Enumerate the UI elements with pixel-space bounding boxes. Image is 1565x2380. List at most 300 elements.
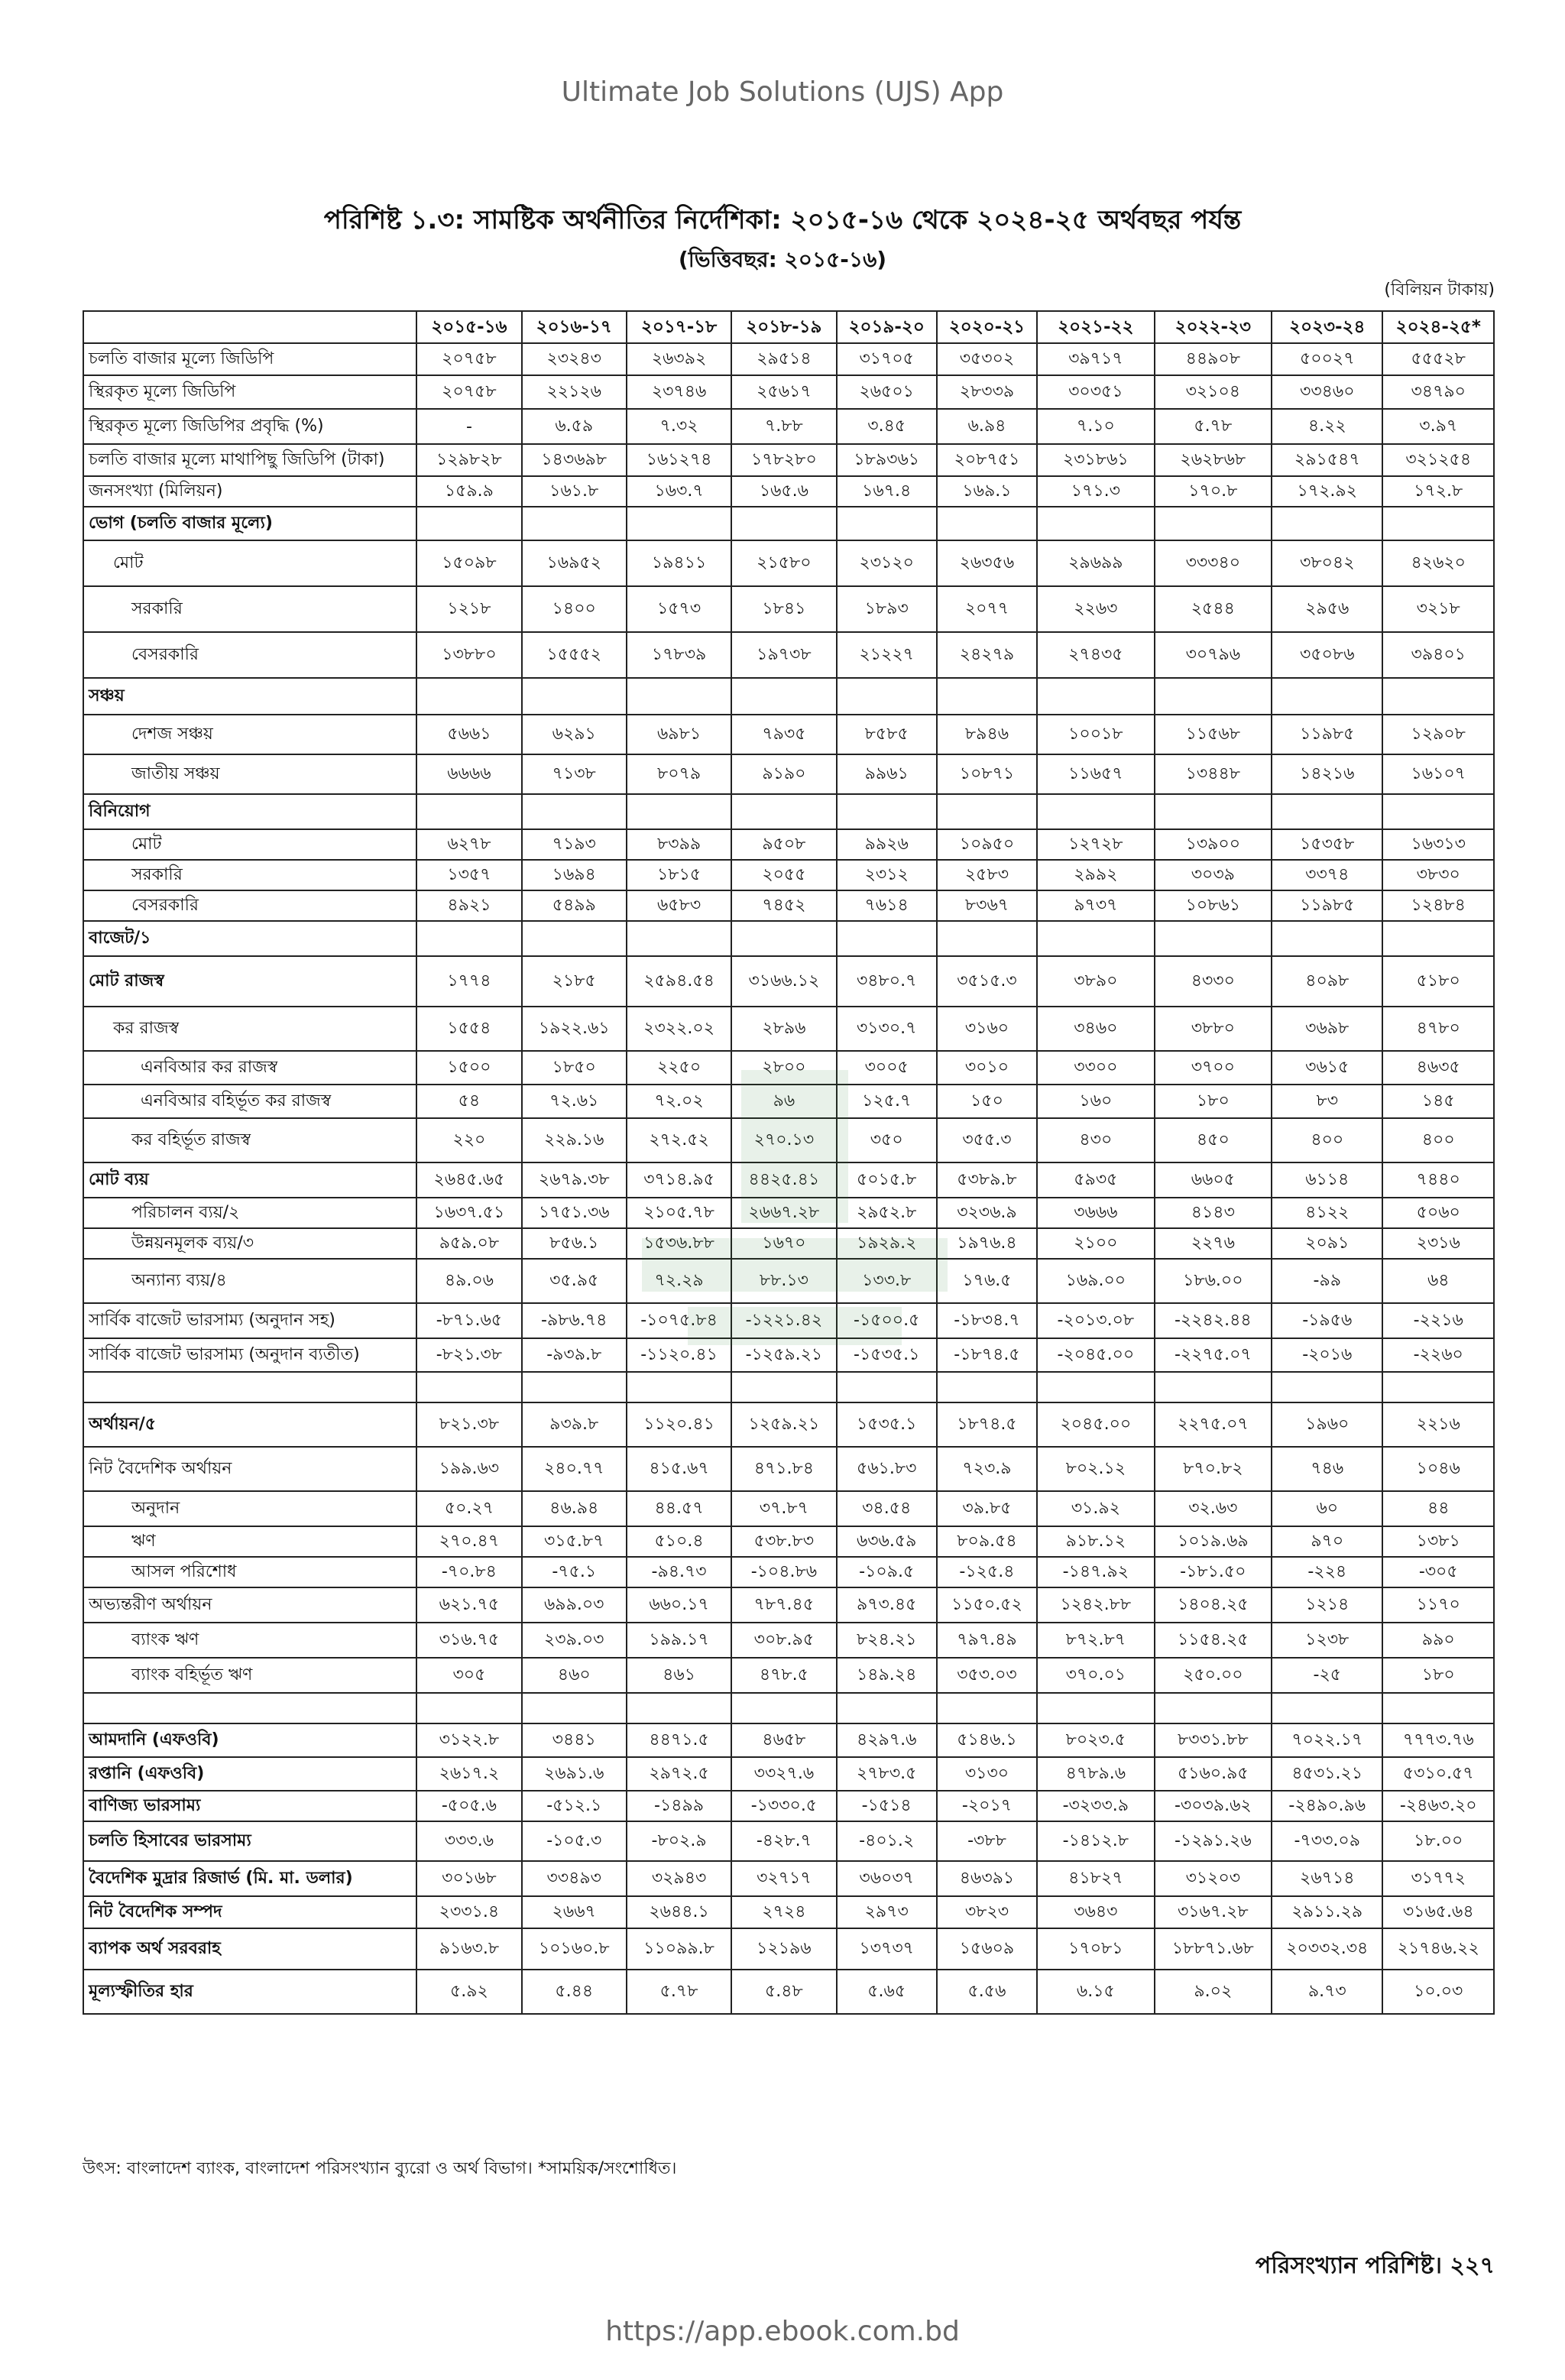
table-cell: ২১০০ <box>1037 1228 1154 1259</box>
table-row <box>83 540 1494 586</box>
table-cell <box>837 1372 937 1402</box>
table-cell: -১৪৭.৯২ <box>1037 1557 1154 1587</box>
table-cell: ১২১৪ <box>1272 1587 1382 1623</box>
table-cell: ৪২৯৭.৬ <box>837 1723 937 1757</box>
table-cell: ৩৩৭৪ <box>1272 860 1382 890</box>
table-cell: ২২১৬ <box>1382 1402 1494 1447</box>
table-cell: ৫১৬০.৯৫ <box>1155 1757 1272 1791</box>
table-cell: ৫.৭৮ <box>1155 409 1272 444</box>
table-row <box>83 1402 1494 1447</box>
table-cell <box>731 1372 836 1402</box>
table-cell: ২৩১৬ <box>1382 1228 1494 1259</box>
table-cell <box>937 921 1037 956</box>
table-cell: ১৯৭৩৮ <box>731 632 836 678</box>
table-cell: ৯৫৯.০৮ <box>416 1228 521 1259</box>
table-cell: -৭০.৮৪ <box>416 1557 521 1587</box>
table-cell: ৯৫০৮ <box>731 829 836 860</box>
table-cell: ৪৯.০৬ <box>416 1259 521 1303</box>
table-cell: ১৮৫০ <box>522 1051 627 1085</box>
table-cell: ৪২৬২০ <box>1382 540 1494 586</box>
row-label: জনসংখ্যা (মিলিয়ন) <box>83 476 416 507</box>
table-cell: ৪৪৭১.৫ <box>627 1723 731 1757</box>
column-header: ২০২২-২৩ <box>1155 311 1272 343</box>
row-label: মূল্যস্ফীতির হার <box>83 1970 416 2014</box>
table-cell: ৩৪৭৯০ <box>1382 375 1494 409</box>
table-cell: ৫০.২৭ <box>416 1491 521 1526</box>
table-cell: ১৩৮১ <box>1382 1526 1494 1557</box>
table-row <box>83 1228 1494 1259</box>
table-row <box>83 860 1494 890</box>
table-cell <box>1155 1693 1272 1723</box>
table-cell <box>416 678 521 715</box>
table-cell: ২৯৫২.৮ <box>837 1198 937 1228</box>
table-cell: ৩৩৪৬০ <box>1272 375 1382 409</box>
table-cell: ৭৪৬ <box>1272 1447 1382 1491</box>
table-cell: ১২৭২৮ <box>1037 829 1154 860</box>
row-label: ব্যাংক বহির্ভূত ঋণ <box>83 1658 416 1693</box>
brand-header: Ultimate Job Solutions (UJS) App <box>561 76 1004 108</box>
table-cell: ২৯৫৬ <box>1272 586 1382 632</box>
source-note: উৎস: বাংলাদেশ ব্যাংক, বাংলাদেশ পরিসংখ্যান ব্যুরো ও অর্থ বিভাগ। *সাময়িক/সংশোধিত। <box>83 2159 677 2178</box>
table-cell: ২৭০.৪৭ <box>416 1526 521 1557</box>
table-cell: ১৭১.৩ <box>1037 476 1154 507</box>
table-cell <box>837 921 937 956</box>
table-cell: -৮২১.৩৮ <box>416 1338 521 1372</box>
table-row <box>83 1970 1494 2014</box>
table-cell: ২৩১২০ <box>837 540 937 586</box>
table-cell: ১০৮৭১ <box>937 754 1037 794</box>
table-cell: ৩৬০৩৭ <box>837 1861 937 1896</box>
table-cell: ৭২৩.৯ <box>937 1447 1037 1491</box>
table-cell: ১১৫৪.২৫ <box>1155 1623 1272 1658</box>
table-cell: -১২৫.৪ <box>937 1557 1037 1587</box>
table-cell <box>1272 794 1382 829</box>
table-cell: ১৮৯৩৬১ <box>837 444 937 476</box>
table-cell: ৭২.০২ <box>627 1085 731 1118</box>
table-cell: ৪১৫.৬৭ <box>627 1447 731 1491</box>
table-cell: -৯৯ <box>1272 1259 1382 1303</box>
table-row <box>83 1623 1494 1658</box>
table-cell: ২৬৬৭.২৮ <box>731 1198 836 1228</box>
table-cell: ৩৫৩০২ <box>937 343 1037 375</box>
table-body <box>83 343 1494 2014</box>
table-cell: ১৯৯.১৭ <box>627 1623 731 1658</box>
table-cell: ১৬১২৭৪ <box>627 444 731 476</box>
table-cell: ৪৬৫৮ <box>731 1723 836 1757</box>
row-label: বাণিজ্য ভারসাম্য <box>83 1791 416 1821</box>
table-cell: ১২৪২.৮৮ <box>1037 1587 1154 1623</box>
table-cell: ১৭৫১.৩৬ <box>522 1198 627 1228</box>
table-cell: ৭০২২.১৭ <box>1272 1723 1382 1757</box>
table-cell: ৪৪ <box>1382 1491 1494 1526</box>
table-cell: ২২৫০ <box>627 1051 731 1085</box>
table-cell: ১১০৯৯.৮ <box>627 1928 731 1970</box>
table-cell: ২৬১৭.২ <box>416 1757 521 1791</box>
table-cell <box>1155 678 1272 715</box>
table-cell: ৫০১৫.৮ <box>837 1162 937 1198</box>
table-cell: ১৪০০ <box>522 586 627 632</box>
column-header: ২০২০-২১ <box>937 311 1037 343</box>
table-cell: ২৭২.৫২ <box>627 1118 731 1162</box>
table-cell: ১৬৫.৬ <box>731 476 836 507</box>
row-label <box>83 1693 416 1723</box>
table-cell: -১০৯.৫ <box>837 1557 937 1587</box>
row-label: চলতি বাজার মূল্যে জিডিপি <box>83 343 416 375</box>
table-cell <box>627 1372 731 1402</box>
table-cell: ১৭৮৩৯ <box>627 632 731 678</box>
table-cell: ৫০০২৭ <box>1272 343 1382 375</box>
table-cell <box>1155 1372 1272 1402</box>
table-cell <box>416 1372 521 1402</box>
table-cell <box>522 794 627 829</box>
table-cell <box>1382 678 1494 715</box>
table-cell: ৩০১৬৮ <box>416 1861 521 1896</box>
table-cell: ১৫৯.৯ <box>416 476 521 507</box>
row-label: ব্যাংক ঋণ <box>83 1623 416 1658</box>
table-cell: ৩.৯৭ <box>1382 409 1494 444</box>
table-cell: ৮২১.৩৮ <box>416 1402 521 1447</box>
table-cell <box>416 794 521 829</box>
table-row <box>83 1007 1494 1051</box>
table-cell: ২৫৪৪ <box>1155 586 1272 632</box>
table-cell: ২৩১২ <box>837 860 937 890</box>
table-cell: ৮৭০.৮২ <box>1155 1447 1272 1491</box>
table-cell: ৫.৪৪ <box>522 1970 627 2014</box>
table-cell: ৫৪ <box>416 1085 521 1118</box>
footer-page-label: পরিসংখ্যান পরিশিষ্ট। ২২৭ <box>1255 2252 1495 2279</box>
row-label: সার্বিক বাজেট ভারসাম্য (অনুদান সহ) <box>83 1303 416 1338</box>
table-cell: ১৫৩৫.১ <box>837 1402 937 1447</box>
table-cell: ১৬৭০ <box>731 1228 836 1259</box>
table-cell: ১৭২.৮ <box>1382 476 1494 507</box>
table-cell: ১৪৯.২৪ <box>837 1658 937 1693</box>
table-cell: ২৯৫১৪ <box>731 343 836 375</box>
table-cell: ১১৫৬৮ <box>1155 715 1272 754</box>
table-cell: -২০১৭ <box>937 1791 1037 1821</box>
table-cell: ১৮০ <box>1155 1085 1272 1118</box>
table-cell: -২৪৬৩.২০ <box>1382 1791 1494 1821</box>
table-cell: ১৬৩৭.৫১ <box>416 1198 521 1228</box>
table-cell: ১১৯৮৫ <box>1272 890 1382 921</box>
header-label-cell <box>83 311 416 343</box>
table-cell: ৩৯.৮৫ <box>937 1491 1037 1526</box>
table-cell: ২৬৯১.৬ <box>522 1757 627 1791</box>
table-cell: ৪০০ <box>1382 1118 1494 1162</box>
table-row <box>83 1085 1494 1118</box>
table-cell: ৬৯৯.০৩ <box>522 1587 627 1623</box>
table-cell: ৪৯২১ <box>416 890 521 921</box>
table-cell: ২৪২৭৯ <box>937 632 1037 678</box>
table-cell: ৩৬৯৮ <box>1272 1007 1382 1051</box>
table-cell: ১২৯৮২৮ <box>416 444 521 476</box>
table-row <box>83 1821 1494 1861</box>
table-row <box>83 1162 1494 1198</box>
table-cell: -৩০৩৯.৬২ <box>1155 1791 1272 1821</box>
table-cell: ৯৯৬১ <box>837 754 937 794</box>
table-cell: ১৫৩৬.৮৮ <box>627 1228 731 1259</box>
table-cell: -১৫১৪ <box>837 1791 937 1821</box>
table-cell: ৩৫১৫.৩ <box>937 956 1037 1007</box>
table-cell <box>731 1693 836 1723</box>
table-cell <box>416 1693 521 1723</box>
table-cell <box>627 678 731 715</box>
table-cell: ৩৪৪১ <box>522 1723 627 1757</box>
table-cell: ৩১৬৫.৬৪ <box>1382 1896 1494 1928</box>
row-label: বাজেট/১ <box>83 921 416 956</box>
table-cell: -১৫০০.৫ <box>837 1303 937 1338</box>
table-cell: ৩৪.৫৪ <box>837 1491 937 1526</box>
table-cell: -১৪৯৯ <box>627 1791 731 1821</box>
column-header: ২০১৫-১৬ <box>416 311 521 343</box>
row-label: অন্যান্য ব্যয়/৪ <box>83 1259 416 1303</box>
table-cell: -২২৭৫.০৭ <box>1155 1338 1272 1372</box>
table-cell: ১২৫৯.২১ <box>731 1402 836 1447</box>
table-cell: ১৬০ <box>1037 1085 1154 1118</box>
table-cell: ১৩৩.৮ <box>837 1259 937 1303</box>
row-label: ঋণ <box>83 1526 416 1557</box>
table-cell: ২৯৭৩ <box>837 1896 937 1928</box>
table-row <box>83 1338 1494 1372</box>
table-cell <box>731 794 836 829</box>
table-cell: ৯৯০ <box>1382 1623 1494 1658</box>
table-cell: ২০৩৩২.৩৪ <box>1272 1928 1382 1970</box>
table-cell: -১২৯১.২৬ <box>1155 1821 1272 1861</box>
table-cell: ৪৭৮.৫ <box>731 1658 836 1693</box>
table-cell <box>1272 678 1382 715</box>
row-label: অর্থায়ন/৫ <box>83 1402 416 1447</box>
table-cell: ৫৪৯৯ <box>522 890 627 921</box>
table-cell: ১৫০০ <box>416 1051 521 1085</box>
table-cell: ৮৩৩১.৮৮ <box>1155 1723 1272 1757</box>
row-label: মোট রাজস্ব <box>83 956 416 1007</box>
table-cell: ২২১২৬ <box>522 375 627 409</box>
table-cell: ১২৪৮৪ <box>1382 890 1494 921</box>
table-cell: ৫১৪৬.১ <box>937 1723 1037 1757</box>
table-cell: ৩৮২৩ <box>937 1896 1037 1928</box>
table-cell: ৫১৮০ <box>1382 956 1494 1007</box>
table-cell: ১২৫.৭ <box>837 1085 937 1118</box>
table-cell: ১৩৪৪৮ <box>1155 754 1272 794</box>
table-cell: ৬৪ <box>1382 1259 1494 1303</box>
table-cell: ৩১২০৩ <box>1155 1861 1272 1896</box>
table-cell: -৫১২.১ <box>522 1791 627 1821</box>
table-cell <box>1155 507 1272 540</box>
table-row <box>83 678 1494 715</box>
table-row <box>83 1861 1494 1896</box>
table-cell <box>1037 1693 1154 1723</box>
table-cell <box>1382 507 1494 540</box>
table-cell: ১২৩৮ <box>1272 1623 1382 1658</box>
table-cell: -২৪৯০.৯৬ <box>1272 1791 1382 1821</box>
table-cell: ৩৮৯০ <box>1037 956 1154 1007</box>
table-cell <box>1037 794 1154 829</box>
table-cell <box>937 507 1037 540</box>
table-cell: ২৭২৪ <box>731 1896 836 1928</box>
table-cell: ১৩৭৩৭ <box>837 1928 937 1970</box>
table-row <box>83 794 1494 829</box>
table-cell <box>1037 1372 1154 1402</box>
table-cell: ৫.৪৮ <box>731 1970 836 2014</box>
table-cell: ২৬৬৭ <box>522 1896 627 1928</box>
table-cell: ১০১৬০.৮ <box>522 1928 627 1970</box>
table-cell: ৬৬০.১৭ <box>627 1587 731 1623</box>
table-cell: ৩১৭৭২ <box>1382 1861 1494 1896</box>
table-cell <box>1272 1372 1382 1402</box>
table-cell: ২০৪৫.০০ <box>1037 1402 1154 1447</box>
table-cell: ২০৫৫ <box>731 860 836 890</box>
table-cell: -১৩৩০.৫ <box>731 1791 836 1821</box>
table-cell: ২৯৭২.৫ <box>627 1757 731 1791</box>
table-cell: ৫৩৮.৮৩ <box>731 1526 836 1557</box>
table-cell: ২৯৯২ <box>1037 860 1154 890</box>
table-cell: ২৩২২.০২ <box>627 1007 731 1051</box>
table-cell: ৪.২২ <box>1272 409 1382 444</box>
table-cell <box>731 921 836 956</box>
table-cell: ৪৬১ <box>627 1658 731 1693</box>
table-cell: ৬৩৬.৫৯ <box>837 1526 937 1557</box>
table-cell: -১৪১২.৮ <box>1037 1821 1154 1861</box>
table-cell: -৮৭১.৬৫ <box>416 1303 521 1338</box>
table-row <box>83 1372 1494 1402</box>
table-cell: ৪৩০ <box>1037 1118 1154 1162</box>
table-cell: ৭.১০ <box>1037 409 1154 444</box>
table-cell: -৭৩৩.০৯ <box>1272 1821 1382 1861</box>
table-header-row <box>83 311 1494 343</box>
table-row <box>83 476 1494 507</box>
row-label <box>83 1372 416 1402</box>
table-cell: ৪৬৩৫ <box>1382 1051 1494 1085</box>
table-cell <box>1037 507 1154 540</box>
table-cell: ৭.৩২ <box>627 409 731 444</box>
table-cell: ৫.৭৮ <box>627 1970 731 2014</box>
table-cell: ৩১৬৭.২৮ <box>1155 1896 1272 1928</box>
table-cell <box>1382 794 1494 829</box>
table-cell: ২৯১৫৪৭ <box>1272 444 1382 476</box>
table-cell: ১৪০৪.২৫ <box>1155 1587 1272 1623</box>
table-cell: ৩৬১৫ <box>1272 1051 1382 1085</box>
table-cell: ২৬৩৫৬ <box>937 540 1037 586</box>
table-cell: ৩১৬০ <box>937 1007 1037 1051</box>
table-cell: ৩০৭৯৬ <box>1155 632 1272 678</box>
table-cell: ১২৯০৮ <box>1382 715 1494 754</box>
table-row <box>83 1491 1494 1526</box>
table-cell: ১০৯৫০ <box>937 829 1037 860</box>
table-cell: ২০৯১ <box>1272 1228 1382 1259</box>
table-cell: ৩১৬৬.১২ <box>731 956 836 1007</box>
table-row <box>83 1526 1494 1557</box>
table-row <box>83 1928 1494 1970</box>
column-header: ২০২১-২২ <box>1037 311 1154 343</box>
table-cell: ৬.১৫ <box>1037 1970 1154 2014</box>
table-cell: ২৬৭১৪ <box>1272 1861 1382 1896</box>
table-cell: ৪৭১.৮৪ <box>731 1447 836 1491</box>
table-cell: ১৫৭৩ <box>627 586 731 632</box>
table-cell: ১৭০.৮ <box>1155 476 1272 507</box>
table-cell: ৯.০২ <box>1155 1970 1272 2014</box>
row-label: মোট <box>83 540 416 586</box>
table-cell: ২৭৪৩৫ <box>1037 632 1154 678</box>
table-cell: ৪১৪৩ <box>1155 1198 1272 1228</box>
table-cell: ১৮৬.০০ <box>1155 1259 1272 1303</box>
row-label: মোট <box>83 829 416 860</box>
table-cell: ২৫৯৪.৫৪ <box>627 956 731 1007</box>
table-cell: ৮০২.১২ <box>1037 1447 1154 1491</box>
table-cell: ২২৯.১৬ <box>522 1118 627 1162</box>
table-cell: ৪৬০ <box>522 1658 627 1693</box>
table-cell: ২৫০.০০ <box>1155 1658 1272 1693</box>
table-row <box>83 507 1494 540</box>
table-cell: -৩২৩৩.৯ <box>1037 1791 1154 1821</box>
table-cell: ৩১৭০৫ <box>837 343 937 375</box>
table-cell: ২০৭৭ <box>937 586 1037 632</box>
table-cell: ৩৫৩.০৩ <box>937 1658 1037 1693</box>
row-label: সরকারি <box>83 860 416 890</box>
table-cell <box>522 1693 627 1723</box>
table-cell: ৭২.২৯ <box>627 1259 731 1303</box>
table-cell <box>1037 678 1154 715</box>
table-cell <box>522 678 627 715</box>
table-cell: ৩০৩৯ <box>1155 860 1272 890</box>
row-label: সরকারি <box>83 586 416 632</box>
table-cell: ৩০০৫ <box>837 1051 937 1085</box>
table-cell: ৩২১২৫৪ <box>1382 444 1494 476</box>
table-cell: ৩.৪৫ <box>837 409 937 444</box>
table-cell: ১৯৪১১ <box>627 540 731 586</box>
table-row <box>83 1896 1494 1928</box>
table-cell: ৪১২২ <box>1272 1198 1382 1228</box>
table-cell: -৮০২.৯ <box>627 1821 731 1861</box>
table-cell: ২৩২৪৩ <box>522 343 627 375</box>
table-cell: -১২৫৯.২১ <box>731 1338 836 1372</box>
row-label: সার্বিক বাজেট ভারসাম্য (অনুদান ব্যতীত) <box>83 1338 416 1372</box>
table-cell: ৫৩৮৯.৮ <box>937 1162 1037 1198</box>
table-cell: -২২১৬ <box>1382 1303 1494 1338</box>
table-cell: ২৩৩১.৪ <box>416 1896 521 1928</box>
table-row <box>83 921 1494 956</box>
table-cell: ২৭০.১৩ <box>731 1118 836 1162</box>
table-row <box>83 1198 1494 1228</box>
table-cell: ২৮৩৩৯ <box>937 375 1037 409</box>
table-cell <box>937 1372 1037 1402</box>
table-cell: ৪৭৮৯.৬ <box>1037 1757 1154 1791</box>
table-cell: ৪৬.৯৪ <box>522 1491 627 1526</box>
table-cell: ৪৪৯০৮ <box>1155 343 1272 375</box>
page-subtitle: (ভিত্তিবছর: ২০১৫-১৬) <box>678 247 887 272</box>
table-cell: ২৬৭৯.৩৮ <box>522 1162 627 1198</box>
table-cell: ৮৭২.৮৭ <box>1037 1623 1154 1658</box>
table-cell: ৩২১০৪ <box>1155 375 1272 409</box>
row-label: অভ্যন্তরীণ অর্থায়ন <box>83 1587 416 1623</box>
table-cell: ৫৯৩৫ <box>1037 1162 1154 1198</box>
row-label: রপ্তানি (এফওবি) <box>83 1757 416 1791</box>
table-row <box>83 444 1494 476</box>
table-cell: ১৮.০০ <box>1382 1821 1494 1861</box>
table-cell: ৩১৫.৮৭ <box>522 1526 627 1557</box>
macro-indicators-table <box>83 310 1495 2015</box>
table-row <box>83 409 1494 444</box>
row-label: কর রাজস্ব <box>83 1007 416 1051</box>
row-label: এনবিআর কর রাজস্ব <box>83 1051 416 1085</box>
table-cell <box>937 794 1037 829</box>
table-cell: ১৬৩১৩ <box>1382 829 1494 860</box>
table-cell: ৩১.৯২ <box>1037 1491 1154 1526</box>
table-cell: ১৯৭৬.৪ <box>937 1228 1037 1259</box>
table-cell: ৮৩৯৯ <box>627 829 731 860</box>
table-cell: ৮৮.১৩ <box>731 1259 836 1303</box>
table-cell: ৩৬৬৬ <box>1037 1198 1154 1228</box>
table-row <box>83 1757 1494 1791</box>
table-cell: ৫৫৫২৮ <box>1382 343 1494 375</box>
